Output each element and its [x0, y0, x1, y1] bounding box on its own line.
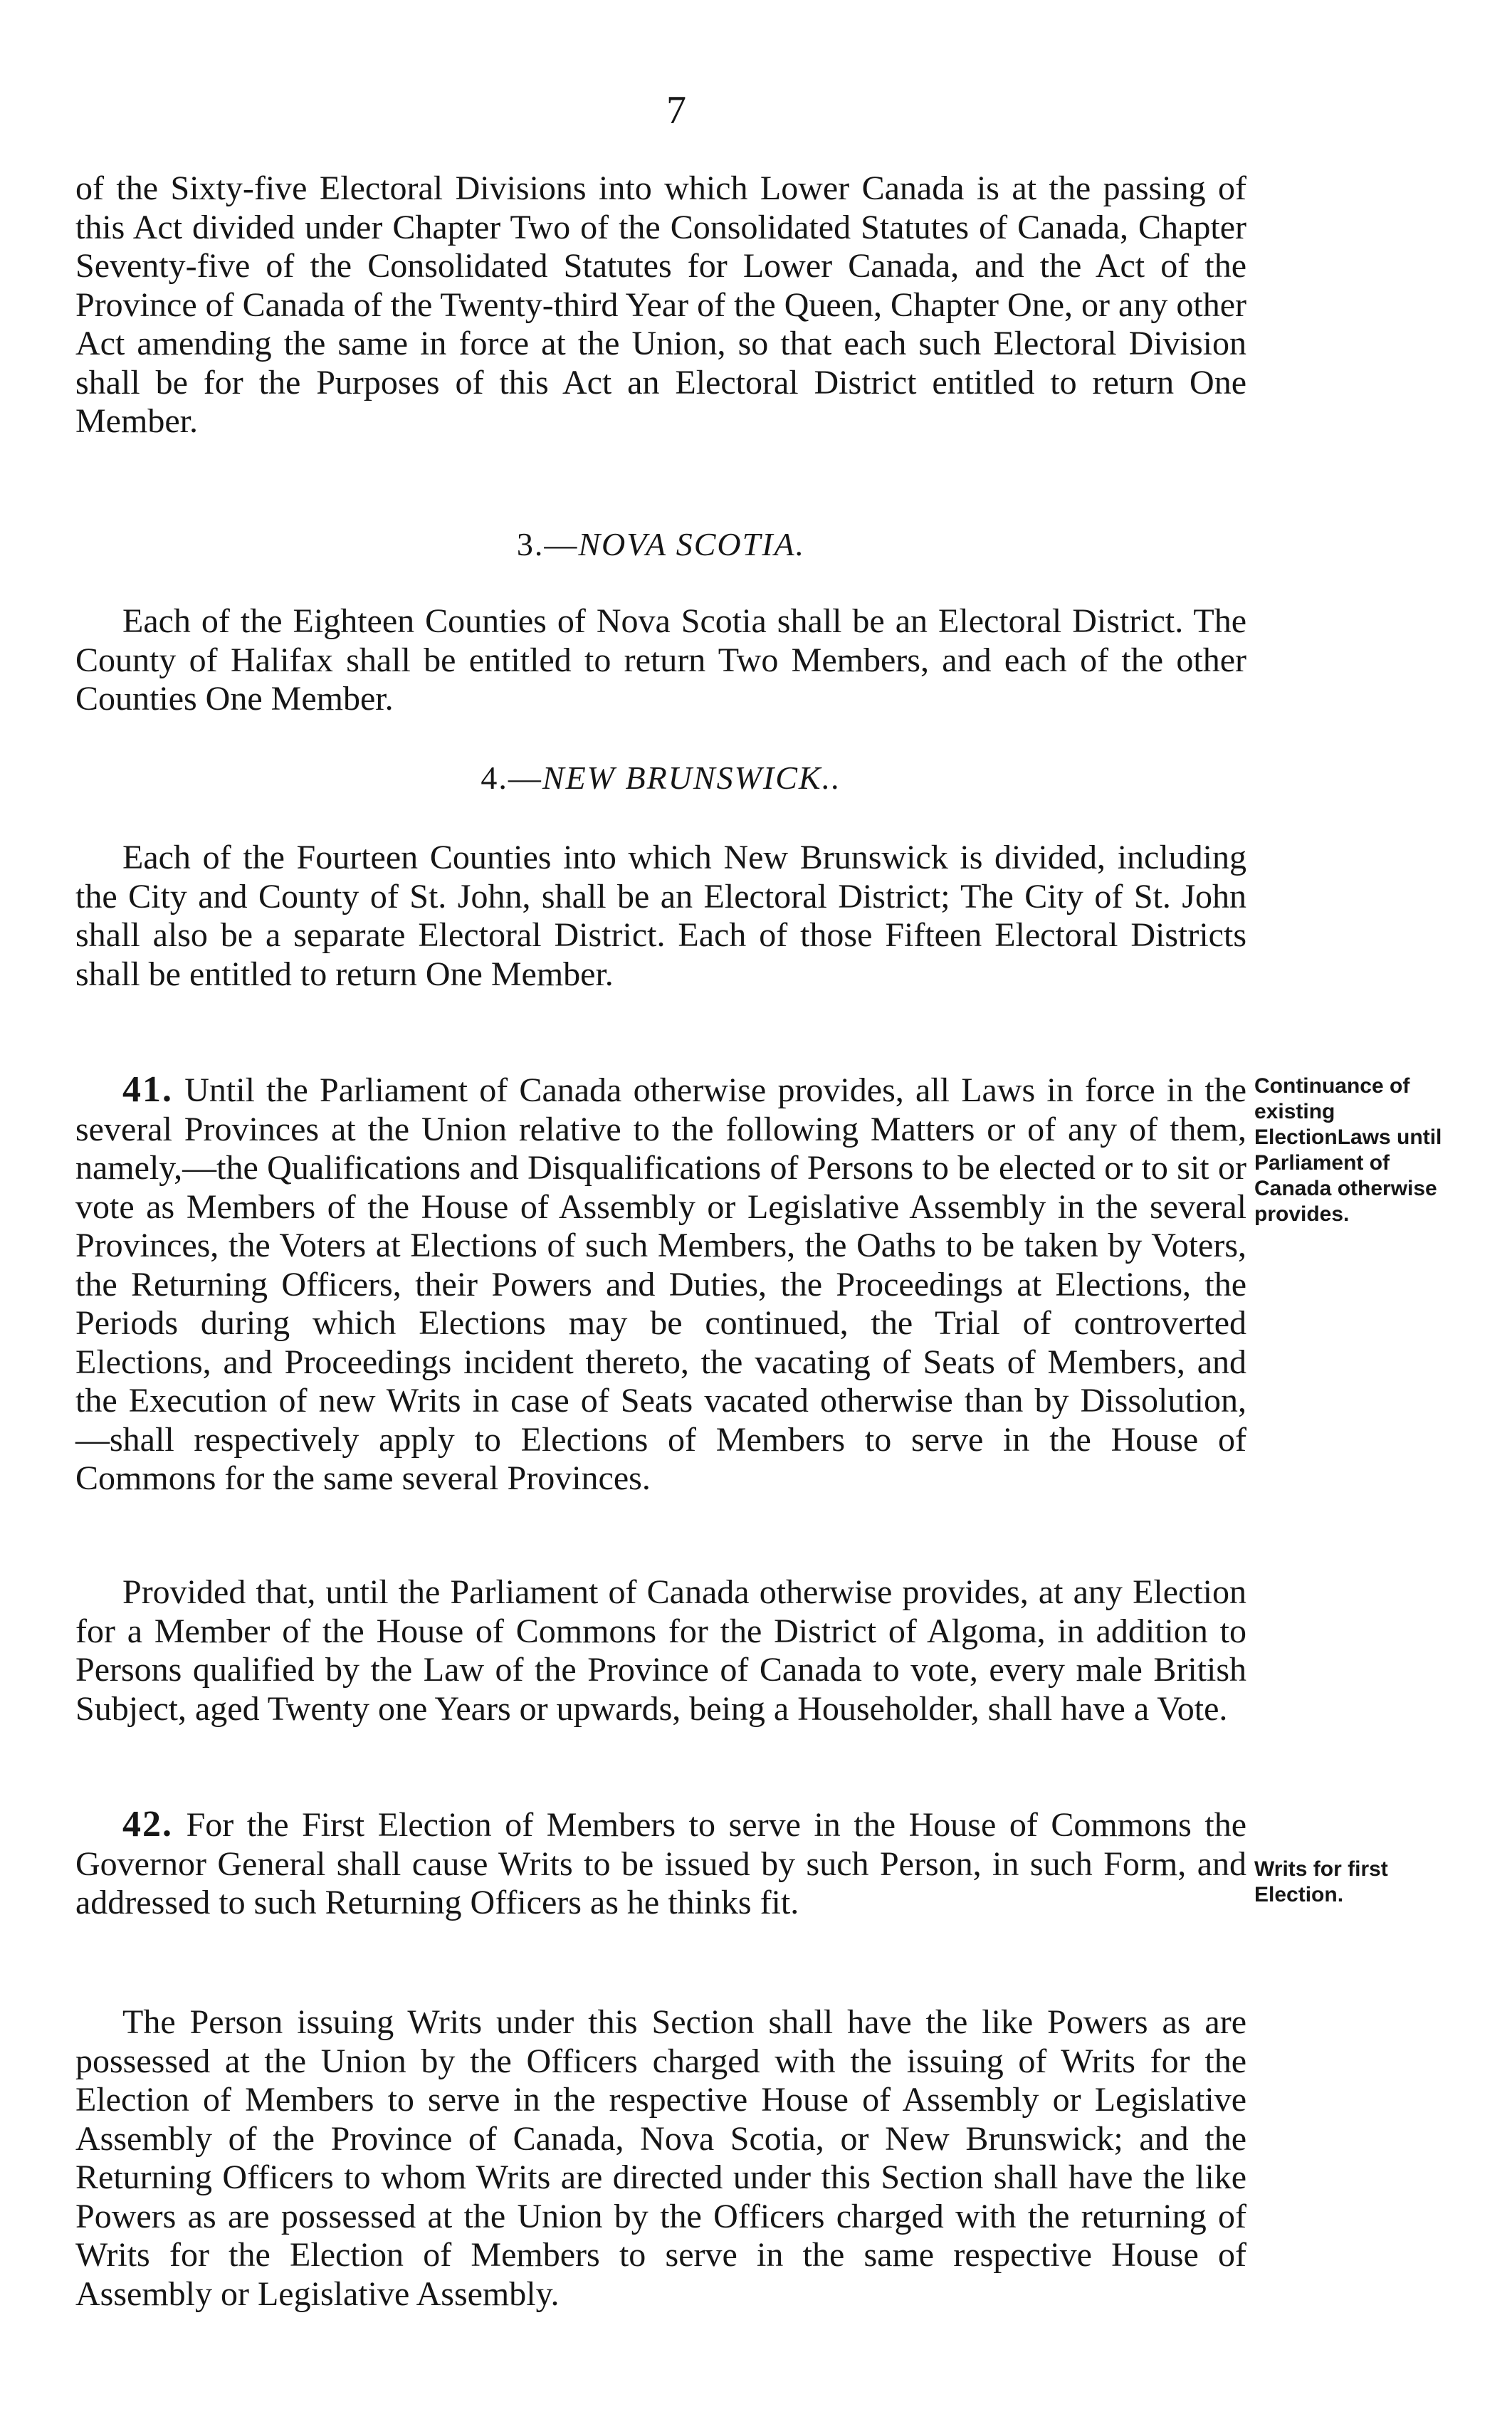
- final-paragraph: The Person issuing Writs under this Section shall have the like Powers as are possessed at the Union by the Officers charged with the issuing of Writs for the Election of Members to serve in the respective House of Assembly or Legislative Assembly of the Province of Canada, Nova Scotia, or New Brunswick; and the Returning Officers to whom Writs are directed under this Section shall have the like Powers as are possessed at the Union by the Officers charged with the returning of Writs for the Election of Members to serve in the same respective House of Assembly or Legislative Assembly.: [75, 2003, 1246, 2313]
- section-42-paragraph: [75, 1805, 1246, 1923]
- section-41-number: 41.: [122, 1069, 173, 1110]
- section-42-number: 42.: [122, 1804, 173, 1845]
- new-brunswick-paragraph: Each of the Fourteen Counties into which New Brunswick is divided, including the City and County of St. John, shall be an Electoral District; The City of St. John shall also be a separate Electoral District. Each of those Fifteen Electoral Districts shall be entitled to return One Member.: [75, 839, 1246, 993]
- heading-number: 3.—: [516, 526, 579, 562]
- heading-number: 4.—: [481, 760, 542, 796]
- section-41-paragraph: [75, 1071, 1246, 1499]
- heading-new-brunswick: [75, 759, 1246, 797]
- heading-nova-scotia: [75, 525, 1246, 564]
- section-41-text: Until the Parliament of Canada otherwise provides, all Laws in force in the several Provinces at the Union relative to the following Matters or of any of them, namely,—the Qualifications and Disqualifications of Persons to be elected or to sit or vote as Members of the House of Assembly or Legislative Assembly in the several Provinces, the Voters at Elections of such Members, the Oaths to be taken by Voters, the Returning Officers, their Powers and Duties, the Proceedings at Elections, the Periods during which Elections may be continued, the Trial of controverted Elections, and Proceedings incident thereto, the vacating of Seats of Members, and the Execution of new Writs in case of Seats vacated otherwise than by Dissolution, —shall respectively apply to Elections of Members to serve in the House of Commons for the same several Provinces.: [75, 1071, 1247, 1497]
- section-41-proviso: Provided that, until the Parliament of Canada otherwise provides, at any Election for a Member of the House of Commons for the District of Algoma, in addition to Persons qualified by the Law of the Province of Canada to vote, every male British Subject, aged Twenty one Years or upwards, being a Householder, shall have a Vote.: [75, 1573, 1246, 1728]
- nova-scotia-paragraph: Each of the Eighteen Counties of Nova Scotia shall be an Electoral District. The County of Halifax shall be entitled to return Two Members, and each of the other Counties One Member.: [75, 602, 1246, 718]
- margin-note-continuance: Continuance of existing ElectionLaws until Parliament of Canada otherwise provides.: [1254, 1074, 1442, 1226]
- margin-note-writs: Writs for first Election.: [1254, 1857, 1388, 1906]
- continuation-paragraph: of the Sixty-five Electoral Divisions into which Lower Canada is at the passing of this Act divided under Chapter Two of the Consolidated Statutes of Canada, Chapter Seventy-five of the Consolidated Statutes for Lower Canada, and the Act of the Province of Canada of the Twenty-third Year of the Queen, Chapter One, or any other Act amending the same in force at the Union, so that each such Electoral Division shall be for the Purposes of this Act an Electoral District entitled to return One Member.: [75, 169, 1246, 440]
- page-number: 7: [666, 88, 686, 132]
- section-42-text: For the First Election of Members to serve in the House of Commons the Governor General shall cause Writs to be issued by such Person, in such Form, and addressed to such Returning Officers as he thinks fit.: [75, 1806, 1246, 1921]
- heading-title: NOVA SCOTIA.: [578, 526, 806, 562]
- heading-title: NEW BRUNSWICK..: [542, 760, 841, 796]
